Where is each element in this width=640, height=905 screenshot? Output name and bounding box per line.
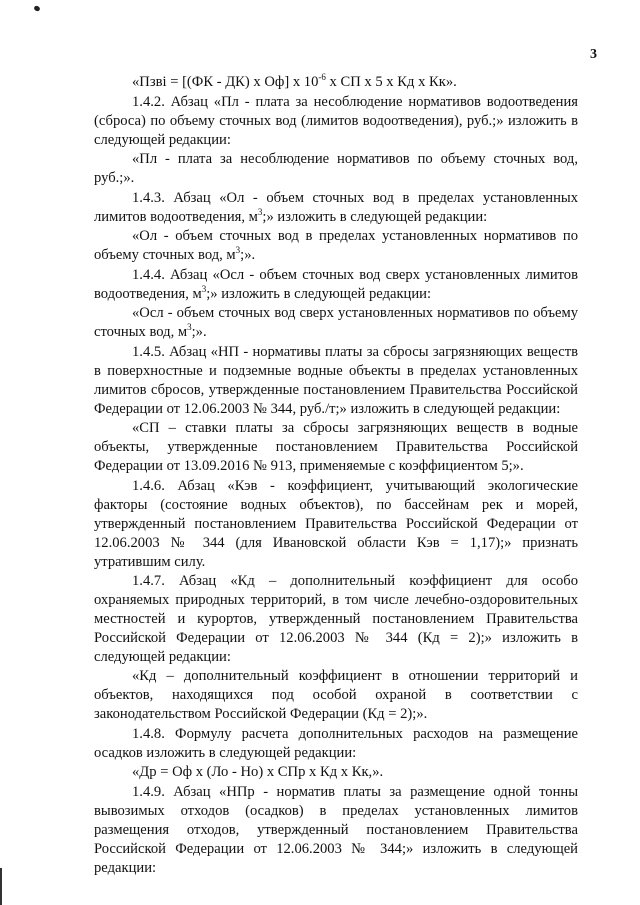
item-1-4-9: 1.4.9. Абзац «НПр - норматив платы за размещение одной тонны вывозимых отходов (осадков) в пределах установленных лимитов размещения отходов, утвержденный постановлением Правительства Российской Федерации от 12.06.2003 № 344;» изложить в следующей редакции: bbox=[94, 784, 578, 876]
formula-pzvi: «Пзві = [(ФК - ДК) х Оф] х $10^{-6}$ х СП х 5 х Кд х Кк». bbox=[132, 72, 457, 90]
item-1-4-7: 1.4.7. Абзац «Кд – дополнительный коэффициент для особо охраняемых природных территорий, в том числе лечебно-оздоровительных местностей и курортов, утвержденный постановлением Правительства Российской Федерации от 12.06.2003 № 344 (Кд = 2);» изложить в следующей редакции: bbox=[94, 573, 578, 665]
quote-kd: «Кд – дополнительный коэффициент в отношении территорий и объектов, находящихся под особой охраной в соответствии с законодательством Российской Федерации (Кд = 2);». bbox=[94, 668, 578, 722]
item-1-4-5: 1.4.5. Абзац «НП - нормативы платы за сбросы загрязняющих веществ в поверхностные и подземные водные объекты в пределах установленных лимитов сбросов, утвержденные постановлением Правительства Российской Федерации от 12.06.2003 № 344, руб./т;» изложить в следующей редакции: bbox=[94, 344, 578, 417]
quote-sp: «СП – ставки платы за сбросы загрязняющих веществ в водные объекты, утвержденные постановлением Правительства Российской Федерации от 13.09.2016 № 913, применяемые с коэффициентом 5;». bbox=[94, 420, 578, 474]
document-body bbox=[94, 73, 578, 878]
page-number: 3 bbox=[590, 47, 597, 62]
item-1-4-3: 1.4.3. Абзац «Ол - объем сточных вод в пределах установленных лимитов водоотведения, $м^3$;» изложить в следующей редакции: bbox=[94, 190, 578, 225]
scan-speck bbox=[33, 5, 41, 12]
formula-dr: «Др = Оф х (Ло - Но) х СПр х Кд х Кк,». bbox=[132, 764, 384, 780]
item-1-4-8: 1.4.8. Формулу расчета дополнительных расходов на размещение осадков изложить в следующей редакции: bbox=[94, 726, 578, 761]
quote-osl: «Осл - объем сточных вод сверх установленных нормативов по объему сточных вод, $м^3$;». bbox=[94, 305, 578, 340]
item-1-4-4: 1.4.4. Абзац «Осл - объем сточных вод сверх установленных лимитов водоотведения, $м^3$;» изложить в следующей редакции: bbox=[94, 267, 578, 302]
item-1-4-6: 1.4.6. Абзац «Кэв - коэффициент, учитывающий экологические факторы (состояние водных объектов), по бассейнам рек и морей, утвержденный постановлением Правительства Российской Федерации от 12.06.2003 № 344 (для Ивановской области Кэв = 1,17);» признать утратившим силу. bbox=[94, 478, 578, 570]
quote-ol: «Ол - объем сточных вод в пределах установленных нормативов по объему сточных вод, $м^3$;». bbox=[94, 228, 578, 263]
scan-margin-line bbox=[0, 868, 2, 905]
item-1-4-2: 1.4.2. Абзац «Пл - плата за несоблюдение нормативов водоотведения (сброса) по объему сточных вод (лимитов водоотведения), руб.;» изложить в следующей редакции: bbox=[94, 94, 578, 148]
quote-pl: «Пл - плата за несоблюдение нормативов по объему сточных вод, руб.;». bbox=[94, 151, 578, 186]
